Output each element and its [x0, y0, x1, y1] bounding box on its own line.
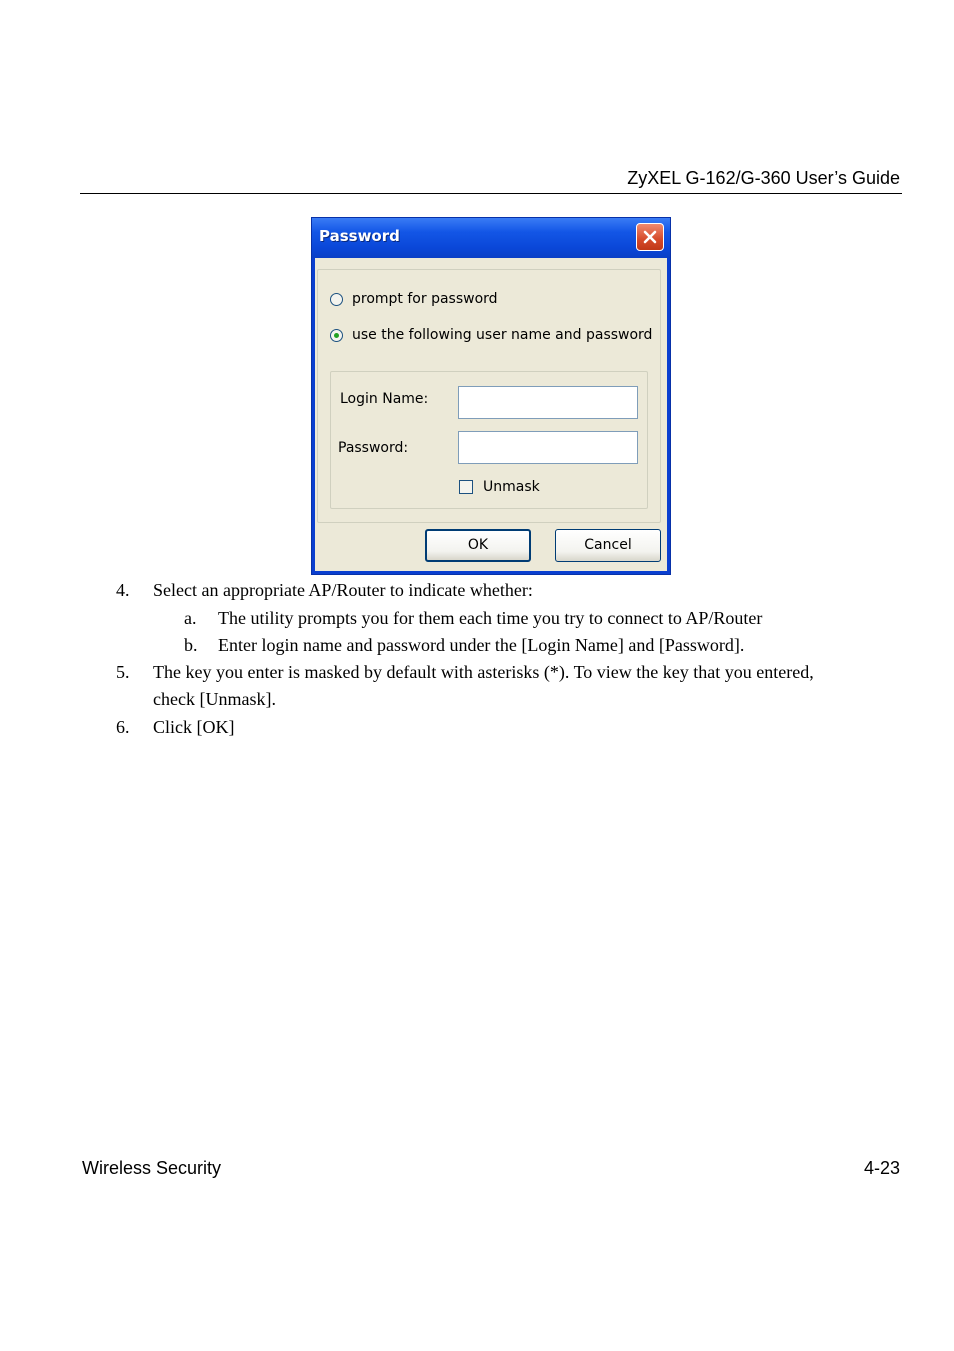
- radio-label: use the following user name and password: [352, 327, 653, 343]
- login-name-input[interactable]: [458, 386, 638, 419]
- header-rule: [80, 193, 902, 194]
- step-text: Click [OK]: [153, 717, 235, 737]
- login-name-label: Login Name:: [340, 391, 429, 407]
- step-number: a.: [184, 608, 197, 628]
- radio-button-selected[interactable]: [330, 329, 343, 342]
- step-text: The utility prompts you for them each time you try to connect to AP/Router: [218, 608, 763, 628]
- cancel-button[interactable]: Cancel: [555, 529, 661, 562]
- step-text: Select an appropriate AP/Router to indicate whether:: [153, 580, 533, 600]
- step-text: The key you enter is masked by default with asterisks (*). To view the key that you entered,: [153, 662, 814, 682]
- step-6: [116, 714, 516, 741]
- close-button[interactable]: [636, 223, 664, 251]
- footer-page-number: 4-23: [863, 1158, 900, 1178]
- step-number: b.: [184, 635, 198, 655]
- running-header: ZyXEL G-162/G-360 User’s Guide: [627, 168, 900, 188]
- step-number: 4.: [116, 580, 130, 600]
- step-number: 5.: [116, 662, 130, 682]
- password-input[interactable]: [458, 431, 638, 464]
- unmask-label: Unmask: [483, 479, 540, 495]
- footer-section: Wireless Security: [82, 1158, 222, 1178]
- close-icon: [642, 229, 658, 245]
- radio-label: prompt for password: [352, 291, 498, 307]
- dialog-titlebar: [312, 218, 670, 258]
- step-number: 6.: [116, 717, 130, 737]
- radio-button[interactable]: [330, 293, 343, 306]
- step-4: [116, 577, 876, 604]
- radio-dot-icon: [334, 333, 339, 338]
- substep-a: [184, 605, 884, 632]
- dialog-client: [315, 258, 667, 571]
- credentials-group: [330, 371, 648, 509]
- dialog-title: Password: [319, 227, 400, 245]
- step-5: [116, 659, 896, 713]
- unmask-checkbox[interactable]: [459, 480, 473, 494]
- step-text: Enter login name and password under the [Login Name] and [Password].: [218, 635, 745, 655]
- password-label: Password:: [338, 440, 409, 456]
- substep-b: [184, 632, 884, 659]
- ok-button[interactable]: OK: [425, 529, 531, 562]
- step-text-continued: check [Unmask].: [153, 689, 276, 709]
- password-options-group: [317, 269, 661, 523]
- password-dialog: [311, 217, 671, 575]
